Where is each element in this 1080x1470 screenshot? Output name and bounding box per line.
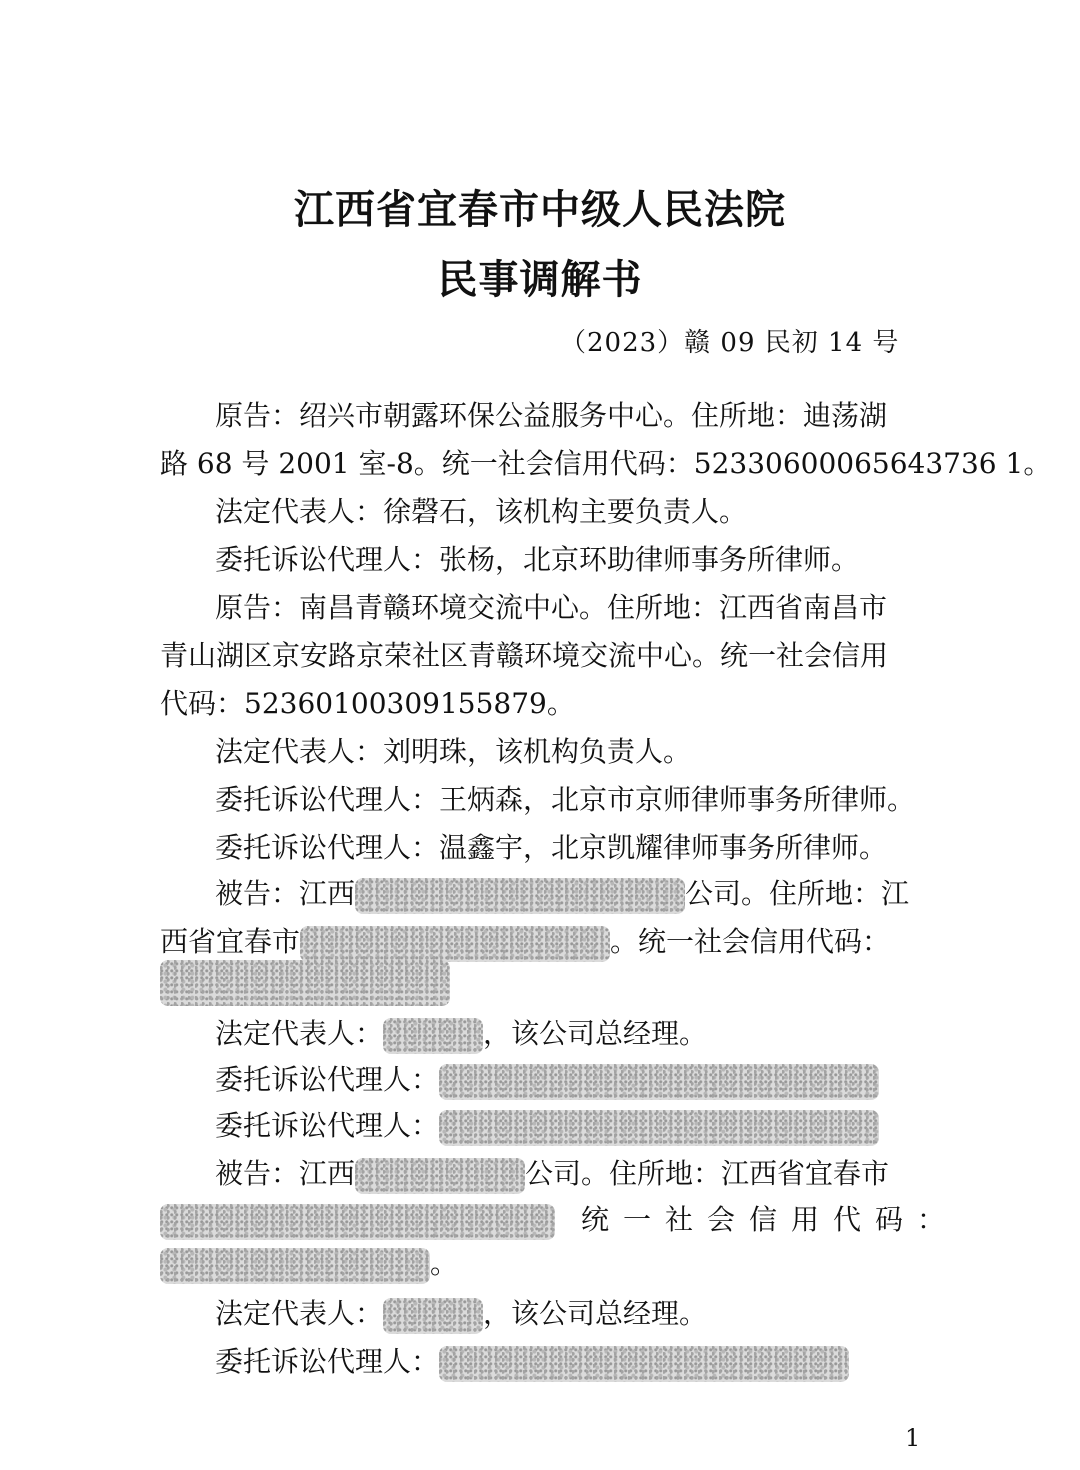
plaintiff1-line2: 路 68 号 2001 室-8。统一社会信用代码：52330600065643736 1。 bbox=[160, 447, 1052, 480]
redaction-block bbox=[383, 1018, 483, 1054]
redaction-block bbox=[300, 926, 610, 962]
defendant2-line1 bbox=[215, 1152, 889, 1194]
plaintiff1-line1: 原告：绍兴市朝露环保公益服务中心。住所地：迪荡湖 bbox=[215, 399, 888, 432]
defendant2-line3 bbox=[160, 1242, 458, 1284]
defendant1-address-prefix: 西省宜春市 bbox=[160, 925, 301, 958]
defendant1-suffix: 公司。住所地：江 bbox=[685, 877, 910, 910]
redaction-block bbox=[355, 878, 685, 914]
defendant1-line2 bbox=[160, 920, 890, 962]
defendant2-rep-role: ，该公司总经理。 bbox=[483, 1297, 708, 1330]
redaction-block bbox=[160, 960, 450, 1006]
plaintiff1-agent: 委托诉讼代理人：张杨，北京环助律师事务所律师。 bbox=[215, 543, 860, 576]
defendant2-rep-label: 法定代表人： bbox=[215, 1297, 384, 1330]
plaintiff2-line3: 代码：52360100309155879。 bbox=[160, 687, 575, 720]
defendant1-agent2 bbox=[215, 1104, 879, 1146]
defendant1-agent1-label: 委托诉讼代理人： bbox=[215, 1063, 440, 1096]
defendant2-code-label: 统一社会信用代码： bbox=[581, 1203, 960, 1236]
court-title: 江西省宜春市中级人民法院 bbox=[294, 187, 786, 233]
page-number: 1 bbox=[905, 1424, 921, 1452]
defendant1-representative bbox=[215, 1012, 707, 1054]
redaction-block bbox=[439, 1346, 849, 1382]
defendant1-prefix: 被告：江西 bbox=[215, 877, 356, 910]
redaction-block bbox=[355, 1158, 525, 1194]
plaintiff1-representative: 法定代表人：徐磬石，该机构主要负责人。 bbox=[215, 495, 748, 528]
redaction-block bbox=[383, 1298, 483, 1334]
redaction-block bbox=[160, 1248, 430, 1284]
defendant1-code-label: 。统一社会信用代码： bbox=[610, 925, 891, 958]
case-number: （2023）赣 09 民初 14 号 bbox=[560, 328, 900, 358]
defendant2-line2 bbox=[160, 1198, 959, 1240]
plaintiff2-agent1: 委托诉讼代理人：王炳森，北京市京师律师事务所律师。 bbox=[215, 783, 916, 816]
plaintiff2-representative: 法定代表人：刘明珠，该机构负责人。 bbox=[215, 735, 692, 768]
defendant2-period: 。 bbox=[430, 1247, 459, 1280]
defendant1-rep-role: ，该公司总经理。 bbox=[483, 1017, 708, 1050]
defendant2-agent-label: 委托诉讼代理人： bbox=[215, 1345, 440, 1378]
redaction-block bbox=[160, 1204, 555, 1240]
defendant1-agent1 bbox=[215, 1058, 879, 1100]
plaintiff2-line2: 青山湖区京安路京荣社区青赣环境交流中心。统一社会信用 bbox=[160, 639, 889, 672]
plaintiff2-line1: 原告：南昌青赣环境交流中心。住所地：江西省南昌市 bbox=[215, 591, 888, 624]
defendant1-agent2-label: 委托诉讼代理人： bbox=[215, 1109, 440, 1142]
defendant1-rep-label: 法定代表人： bbox=[215, 1017, 384, 1050]
defendant2-prefix: 被告：江西 bbox=[215, 1157, 356, 1190]
defendant2-agent bbox=[215, 1340, 849, 1382]
redaction-block bbox=[439, 1064, 879, 1100]
defendant2-suffix: 公司。住所地：江西省宜春市 bbox=[525, 1157, 890, 1190]
defendant1-line1 bbox=[215, 872, 909, 914]
plaintiff2-agent2: 委托诉讼代理人：温鑫宇，北京凯耀律师事务所律师。 bbox=[215, 831, 888, 864]
defendant1-line3 bbox=[160, 960, 450, 1006]
redaction-block bbox=[439, 1110, 879, 1146]
document-type-title: 民事调解书 bbox=[437, 257, 643, 303]
defendant2-representative bbox=[215, 1292, 707, 1334]
